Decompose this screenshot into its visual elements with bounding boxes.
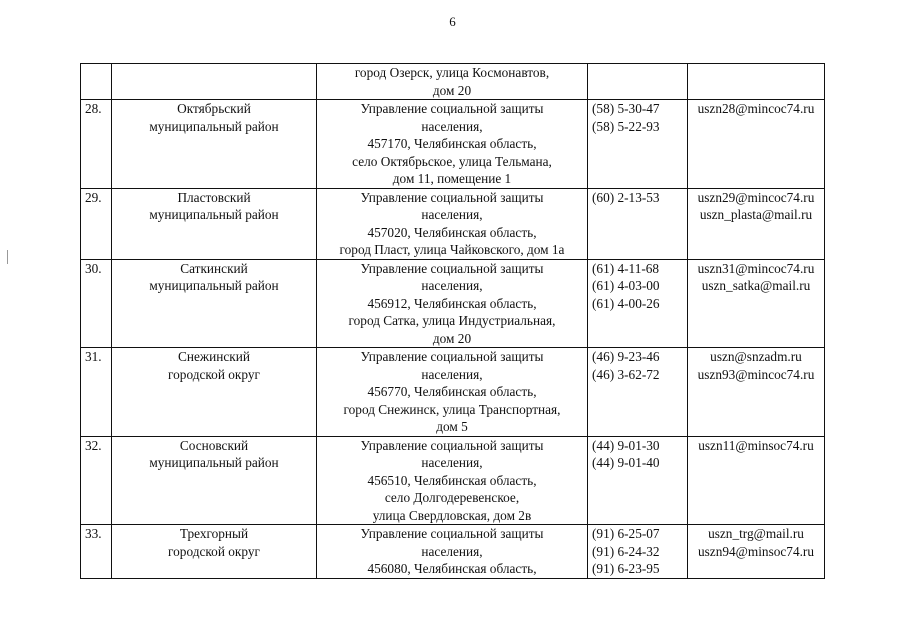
row-number: 30. [85,260,102,276]
address-line: Управление социальной защиты [360,189,544,205]
municipality-line: Сосновский [179,437,249,453]
page-number: 6 [449,14,456,29]
cell-email [688,436,825,525]
municipality-line: муниципальный район [149,118,279,134]
phones-line: (91) 6-24-32 [592,543,660,559]
municipality-line: Снежинский [178,349,250,364]
address-line: населения, [421,455,483,470]
phones-line: (58) 5-30-47 [592,101,660,116]
cell-email [688,525,825,579]
cell-email [688,188,825,259]
phones-line: (60) 2-13-53 [592,189,660,205]
municipality-line: городской округ [168,543,260,559]
address-line: село Октябрьское, улица Тельмана, [352,153,552,169]
phones-line: (44) 9-01-40 [592,455,660,470]
cell-email [688,100,825,189]
row-number: 31. [85,349,102,364]
cell-num [81,100,112,189]
cell-municipality [112,64,317,100]
cell-address [317,188,588,259]
address-line: дом 20 [432,82,472,98]
address-line: населения, [421,366,483,382]
address-line: населения, [421,118,483,134]
address-line: населения, [421,543,483,559]
cell-phone [588,188,688,259]
address-line: Управление социальной защиты [360,526,544,541]
address-line: Управление социальной защиты [360,260,544,276]
cell-num [81,348,112,437]
address-line: город Озерск, улица Космонавтов, [354,65,550,80]
table-row [81,259,825,348]
phones-line: (91) 6-23-95 [592,561,660,576]
cell-municipality [112,436,317,525]
municipality-line: Саткинский [180,260,248,276]
address-line: 457170, Челябинская область, [367,136,537,151]
address-line: город Снежинск, улица Транспортная, [343,401,561,417]
table-row [81,436,825,525]
cell-address [317,348,588,437]
address-line: Управление социальной защиты [360,101,544,116]
emails-line: uszn_plasta@mail.ru [699,207,813,222]
address-line: Управление социальной защиты [360,437,544,453]
address-line: 456770, Челябинская область, [367,384,537,399]
cell-phone [588,525,688,579]
cell-phone [588,436,688,525]
phones-line: (46) 3-62-72 [592,366,660,382]
table-row-continuation [81,64,825,100]
table-row [81,188,825,259]
agencies-table [80,63,825,579]
address-line: город Сатка, улица Индустриальная, [348,313,556,328]
cell-municipality [112,525,317,579]
cell-phone [588,259,688,348]
address-line: 456510, Челябинская область, [367,472,537,488]
phones-line: (44) 9-01-30 [592,437,660,453]
cell-phone [588,64,688,100]
phones-line: (61) 4-03-00 [592,278,660,293]
table-row [81,348,825,437]
cell-email [688,64,825,100]
emails-line: uszn_satka@mail.ru [701,278,811,293]
row-number: 28. [85,101,102,116]
emails-line: uszn94@minsoc74.ru [697,543,815,559]
address-line: город Пласт, улица Чайковского, дом 1а [339,242,565,257]
cell-municipality [112,188,317,259]
cell-municipality [112,100,317,189]
phones-line: (46) 9-23-46 [592,349,660,364]
address-line: 456080, Челябинская область, [367,561,537,576]
emails-line: uszn29@mincoc74.ru [697,189,815,205]
municipality-line: муниципальный район [149,455,279,470]
municipality-line: городской округ [168,366,260,382]
table-body [81,64,825,579]
emails-line: uszn11@minsoc74.ru [698,437,814,453]
cell-address [317,436,588,525]
phones-line: (61) 4-11-68 [592,260,660,276]
municipality-line: Октябрьский [177,101,251,116]
cell-municipality [112,259,317,348]
cell-num [81,64,112,100]
address-line: населения, [421,207,483,222]
emails-line: uszn@snzadm.ru [710,349,802,364]
address-line: дом 11, помещение 1 [392,171,512,186]
cell-address [317,64,588,100]
address-line: село Долгодеревенское, [384,490,520,505]
cell-address [317,100,588,189]
phones-line: (61) 4-00-26 [592,295,660,311]
cell-num [81,436,112,525]
emails-line: uszn_trg@mail.ru [708,526,804,541]
address-line: 456912, Челябинская область, [367,295,537,311]
emails-line: uszn31@mincoc74.ru [697,260,815,276]
cell-num [81,188,112,259]
emails-line: uszn28@mincoc74.ru [697,101,815,116]
phones-line: (58) 5-22-93 [592,118,660,134]
table-row [81,525,825,579]
address-line: дом 5 [436,419,468,434]
cell-num [81,525,112,579]
margin-mark [7,250,8,264]
address-line: населения, [421,278,483,293]
cell-phone [588,348,688,437]
cell-num [81,259,112,348]
cell-email [688,348,825,437]
address-line: 457020, Челябинская область, [367,224,537,240]
cell-email [688,259,825,348]
address-line: улица Свердловская, дом 2в [372,507,532,523]
table-row [81,100,825,189]
emails-line: uszn93@mincoc74.ru [697,366,815,382]
cell-phone [588,100,688,189]
municipality-line: муниципальный район [149,207,279,222]
address-line: Управление социальной защиты [360,349,544,364]
municipality-line: Трехгорный [179,526,249,541]
municipality-line: Пластовский [177,189,251,205]
row-number: 29. [85,189,102,205]
row-number: 33. [85,526,102,541]
cell-address [317,525,588,579]
municipality-line: муниципальный район [149,278,279,293]
row-number: 32. [85,437,102,453]
address-line: дом 20 [432,330,472,346]
cell-municipality [112,348,317,437]
phones-line: (91) 6-25-07 [592,526,660,541]
cell-address [317,259,588,348]
